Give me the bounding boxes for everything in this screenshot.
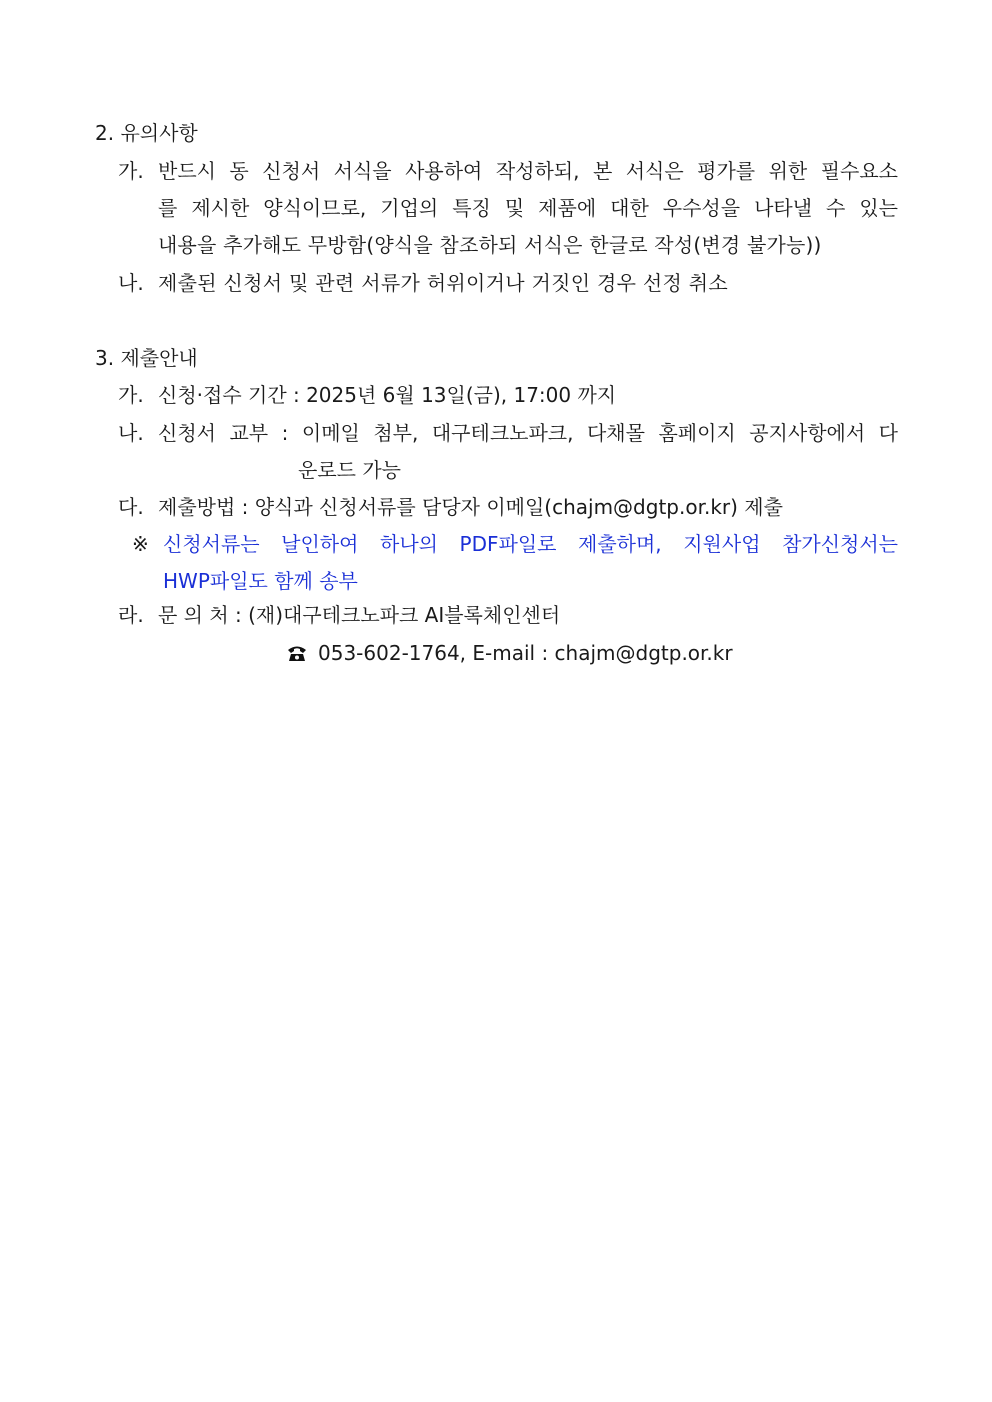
section-3-item-na-line-1: 신청서 교부 : 이메일 첨부, 대구테크노파크, 다채몰 홈페이지 공지사항에서 다 (158, 421, 898, 445)
contact-text: 053-602-1764, E-mail : chajm@dgtp.or.kr (318, 641, 733, 665)
section-2-item-ga-line-2: 를 제시한 양식이므로, 기업의 특징 및 제품에 대한 우수성을 나타낼 수 있는 (158, 196, 898, 220)
section-3-item-na-line-2: 운로드 가능 (298, 458, 401, 482)
section-2-item-na-marker: 나. (118, 271, 144, 295)
contact-line (286, 640, 733, 666)
section-3-item-da-text: 제출방법 : 양식과 신청서류를 담당자 이메일(chajm@dgtp.or.kr) 제출 (158, 495, 783, 519)
note-line-1: 신청서류는 날인하여 하나의 PDF파일로 제출하며, 지원사업 참가신청서는 (163, 532, 898, 556)
section-2-item-na-text: 제출된 신청서 및 관련 서류가 허위이거나 거짓인 경우 선정 취소 (158, 271, 729, 295)
note-line-2: HWP파일도 함께 송부 (163, 569, 358, 593)
section-3-item-ra-marker: 라. (118, 603, 144, 627)
phone-icon (286, 642, 308, 664)
section-3-heading: 3. 제출안내 (95, 346, 198, 370)
note-mark: ※ (132, 532, 149, 556)
section-3-item-ra-text: 문 의 처 : (재)대구테크노파크 AI블록체인센터 (158, 603, 561, 627)
section-3-item-na-marker: 나. (118, 421, 144, 445)
section-2-item-ga-line-3: 내용을 추가해도 무방함(양식을 참조하되 서식은 한글로 작성(변경 불가능)) (158, 233, 822, 257)
section-2-item-ga-line-1: 반드시 동 신청서 서식을 사용하여 작성하되, 본 서식은 평가를 위한 필수요소 (158, 159, 898, 183)
section-3-item-ga-marker: 가. (118, 383, 144, 407)
section-3-item-da-marker: 다. (118, 495, 144, 519)
section-2-item-ga-marker: 가. (118, 159, 144, 183)
section-2-heading: 2. 유의사항 (95, 121, 198, 145)
section-3-item-ga-text: 신청·접수 기간 : 2025년 6월 13일(금), 17:00 까지 (158, 383, 617, 407)
